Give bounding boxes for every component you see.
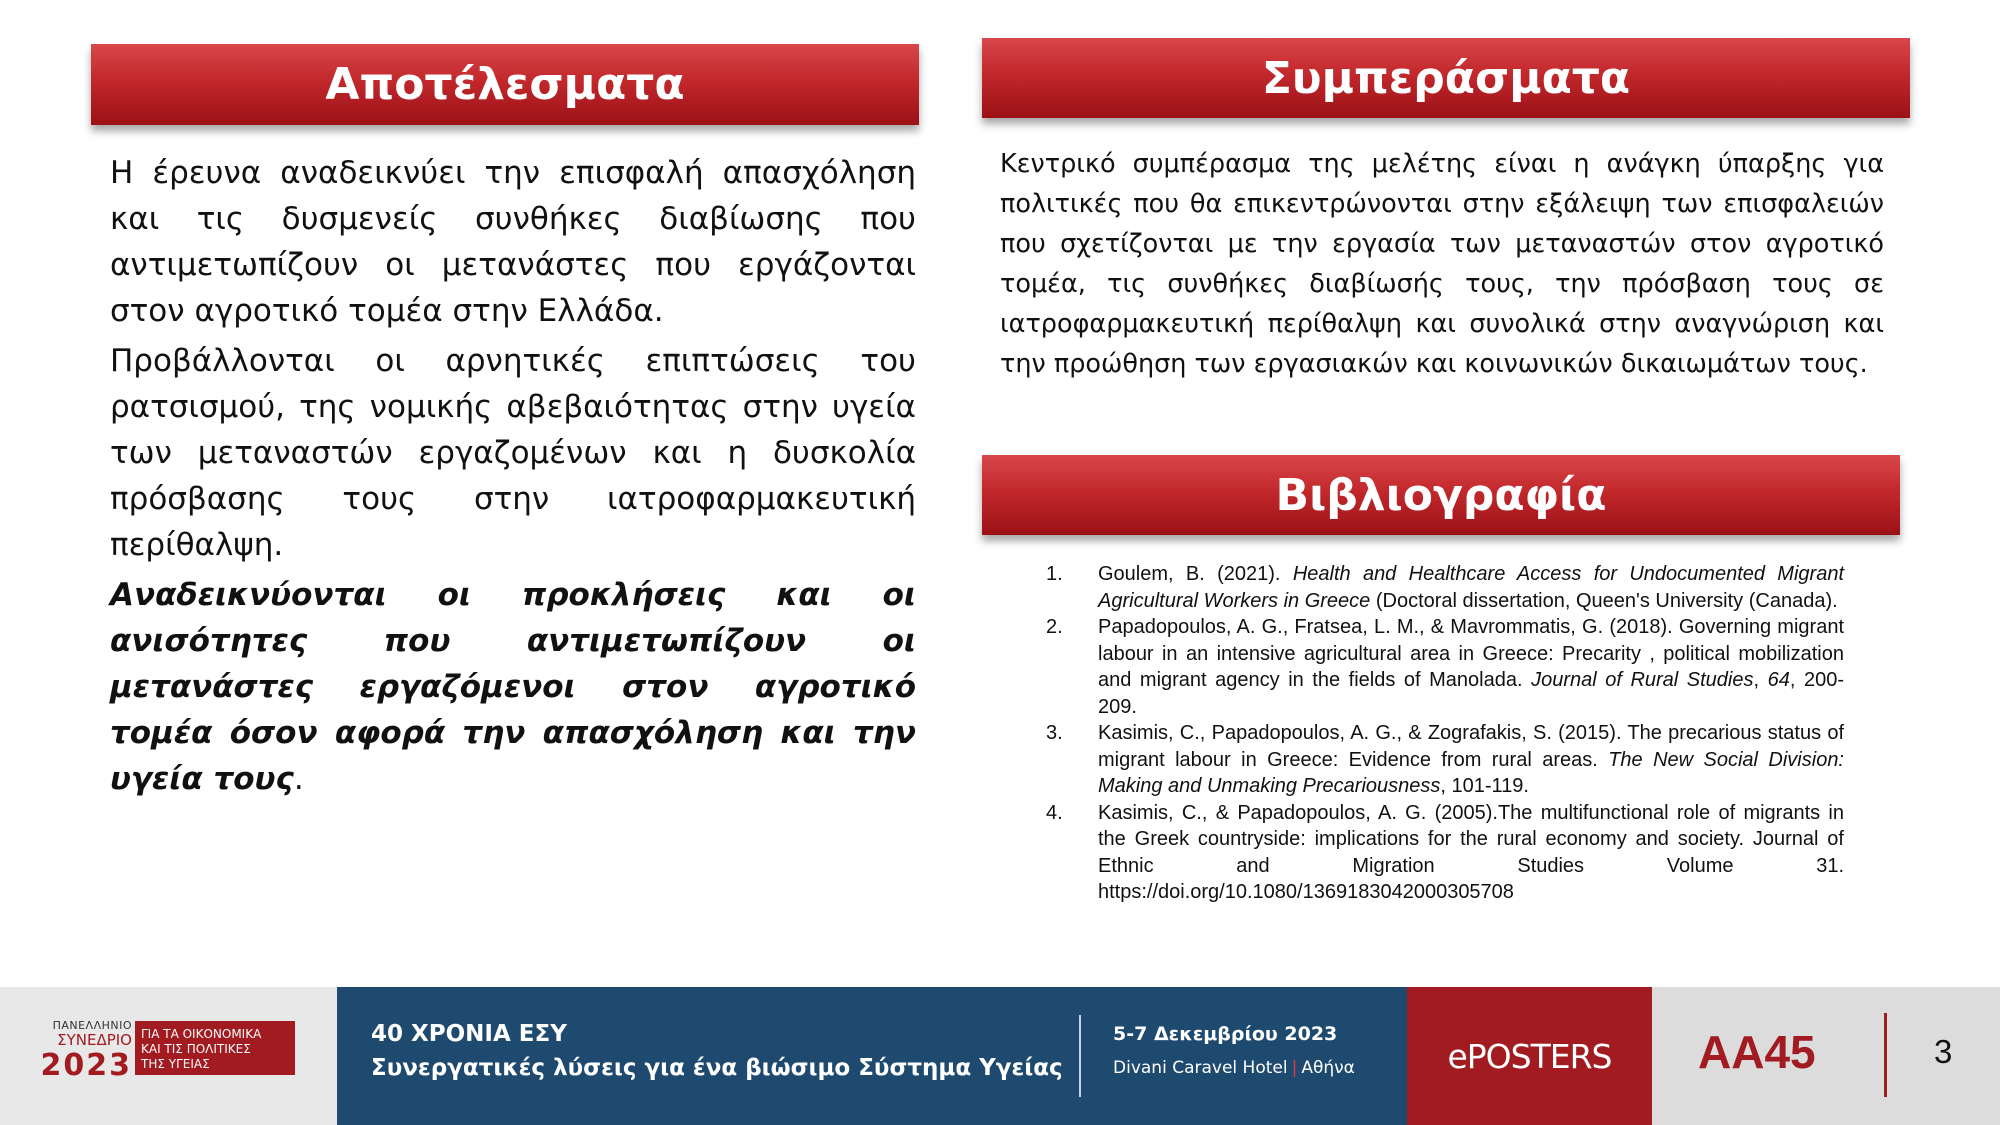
conference-logo [0,987,337,1125]
reference-title: Health and Healthcare Access for Undocumented Migrant Agricultural Workers in Greece [1098,563,1844,612]
logo-line-1: ΠΑΝΕΛΛΗΝΙΟ [52,1019,132,1032]
logo-line-2: ΣΥΝΕΔΡΙΟ [57,1031,132,1049]
divider [1079,1015,1081,1097]
logo-box-line: ΚΑΙ ΤΙΣ ΠΟΛΙΤΙΚΕΣ [141,1042,251,1056]
footer-bar [0,987,2000,1125]
conference-banner [337,987,1407,1125]
bibliography-heading: Βιβλιογραφία [982,455,1900,535]
reference-item [1046,800,1844,906]
venue-name: Divani Caravel Hotel [1113,1058,1288,1078]
logo-text [28,1019,132,1083]
reference-title: The New Social Division: Making and Unmaking Precariousness [1098,748,1844,797]
reference-text: Papadopoulos, A. G., Fratsea, L. M., & Mavrommatis, G. (2018). Governing migrant labour in an intensive agricultural area in Greece: Precarity , political mobilization and migrant agency in the fields of Manolada. [1098,616,1844,691]
results-paragraph-3 [110,572,916,802]
results-highlight-end: . [293,761,304,797]
page-number: 3 [1934,1033,1953,1070]
reference-item [1046,720,1844,800]
results-highlight: Αναδεικνύονται οι προκλήσεις και οι ανισότητες που αντιμετωπίζουν οι μετανάστες εργαζόμενοι στον αγροτικό τομέα όσον αφορά την απασχόληση και την υγεία τους [110,577,916,797]
conference-venue [1113,1058,1355,1078]
conference-title: 40 ΧΡΟΝΙΑ ΕΣΥ [371,1021,567,1047]
reference-text: Kasimis, C., Papadopoulos, A. G., & Zografakis, S. (2015). The precarious status of migrant labour in Greece: Evidence from rural areas. [1098,722,1844,771]
reference-text: Kasimis, C., & Papadopoulos, A. G. (2005).The multifunctional role of migrants in the Greek countryside: implications for the rural economy and society. Journal of Ethnic and Migration Studies Volume 31. https://doi.org/10.1080/1369183042000305708 [1098,801,1844,903]
venue-separator: | [1291,1058,1298,1078]
venue-city: Αθήνα [1301,1058,1355,1078]
reference-text: , 101-119. [1440,775,1529,797]
reference-number: 3. [1046,722,1063,744]
poster-code: AA45 [1698,1026,1816,1078]
reference-number: 4. [1046,801,1063,824]
results-paragraph-2: Προβάλλονται οι αρνητικές επιπτώσεις του ρατσισμού, της νομικής αβεβαιότητας στην υγεία των μεταναστών εργαζομένων και η δυσκολία πρόσβασης τους στην ιατροφαρμακευτική περίθαλψη. [110,343,916,563]
reference-volume: 64 [1767,669,1790,691]
reference-item [1046,614,1844,720]
conclusions-paragraph: Κεντρικό συμπέρασμα της μελέτης είναι η ανάγκη ύπαρξης για πολιτικές που θα επικεντρώνονται στην εξάλειψη των επισφαλειών που σχετίζονται με την εργασία των μεταναστών στον αγροτικό τομέα, τις συνθήκες διαβίωσής τους, την πρόσβαση τους σε ιατροφαρμακευτική περίθαλψη και συνολικά στην αναγνώριση και την προώθηση των εργασιακών και κοινωνικών δικαιωμάτων τους. [1000,149,1884,379]
logo-box-line: ΤΗΣ ΥΓΕΙΑΣ [141,1057,210,1071]
divider [1884,1013,1887,1097]
eposters-label: ePOSTERS [1447,1036,1612,1076]
reference-journal: Journal of Rural Studies [1531,669,1754,691]
results-body [110,150,916,806]
conclusions-heading: Συμπεράσματα [982,38,1910,118]
reference-text: , [1753,669,1768,691]
eposters-badge [1407,987,1652,1125]
conclusions-body [1000,144,1884,384]
results-paragraph-1: Η έρευνα αναδεικνύει την επισφαλή απασχόληση και τις δυσμενείς συνθήκες διαβίωσης που αντιμετωπίζουν οι μετανάστες που εργάζονται στον αγροτικό τομέα στην Ελλάδα. [110,155,916,329]
reference-text: , 200-209. [1098,669,1844,718]
logo-box [135,1021,295,1075]
conference-date: 5-7 Δεκεμβρίου 2023 [1113,1023,1338,1045]
reference-text: (Doctoral dissertation, Queen's University (Canada). [1370,589,1838,612]
reference-item [1046,561,1844,614]
results-heading: Αποτέλεσματα [91,44,919,125]
logo-year: 2023 [40,1048,132,1083]
reference-list [1046,561,1844,906]
reference-text: Goulem, B. (2021). [1098,563,1293,585]
reference-number: 1. [1046,563,1063,585]
poster-id-panel [1652,987,2000,1125]
reference-number: 2. [1046,616,1063,638]
logo-box-line: ΓΙΑ ΤΑ ΟΙΚΟΝΟΜΙΚΑ [141,1027,262,1041]
conference-subtitle: Συνεργατικές λύσεις για ένα βιώσιμο Σύστημα Υγείας [371,1055,1063,1081]
